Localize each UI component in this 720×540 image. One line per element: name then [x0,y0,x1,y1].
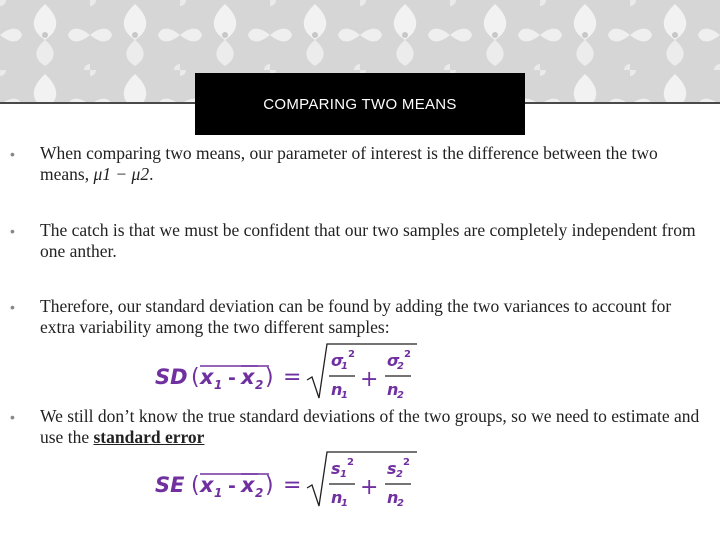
bullet-dot-icon: • [10,146,15,162]
se-formula [155,448,435,515]
xbar2: x [241,473,255,497]
xbar2-sub: 2 [255,486,264,500]
bullet-text-2: The catch is that we must be confident that our two samples are completely independent from one anther. [40,220,696,261]
bullet-1-text: When comparing two means, our parameter of interest is the difference between the two means, [40,143,658,184]
num1: s [331,459,341,478]
standard-error-term: standard error [93,427,205,447]
title-box [195,73,525,135]
plus-sign: + [360,367,379,392]
bullet-4-text: We still don’t know the true standard deviations of the two groups, so we need to estimate and use the [40,406,700,447]
open-paren: ( [191,473,200,498]
den2: n [387,380,399,399]
num1-exp: 2 [347,457,354,468]
num2: σ [387,351,400,370]
bullet-text-3: Therefore, our standard deviation can be found by adding the two variances to account for extra variability among the two different samples: [40,296,672,337]
sd-label: SD [155,365,188,389]
den1-sub: 1 [341,498,348,509]
den1-sub: 1 [341,390,348,401]
den2-sub: 2 [397,498,404,509]
num2-exp: 2 [403,457,410,468]
num2-exp: 2 [404,349,411,360]
num1-sub: 1 [341,361,348,372]
plus-sign: + [360,475,379,500]
bullet-dot-icon: • [10,409,15,425]
den1: n [331,488,343,507]
num1-exp: 2 [348,349,355,360]
num2: s [387,459,397,478]
den2: n [387,488,399,507]
num2-sub: 2 [397,361,404,372]
den1: n [331,380,343,399]
xbar2-sub: 2 [255,378,264,392]
bullet-dot-icon: • [10,299,15,315]
formula-dash: - [228,367,236,389]
num1-sub: 1 [340,469,347,480]
sd-formula [155,340,435,407]
num1: σ [331,351,344,370]
page-title: COMPARING TWO MEANS [263,95,457,113]
xbar2: x [241,365,255,389]
den2-sub: 2 [397,390,404,401]
formula-dash: - [228,475,236,497]
num2-sub: 2 [396,469,403,480]
equals-sign: = [283,473,302,498]
close-paren: ) [265,473,274,498]
bullet-text-1 [40,143,700,185]
bullet-1-tail: . [149,164,154,184]
open-paren: ( [191,365,200,390]
bullet-dot-icon: • [10,223,15,239]
xbar1-sub: 1 [214,486,223,500]
equals-sign: = [283,365,302,390]
xbar1: x [200,473,214,497]
se-label: SE [155,473,185,497]
bullet-text-4 [40,406,700,448]
xbar1-sub: 1 [214,378,223,392]
close-paren: ) [265,365,274,390]
xbar1: x [200,365,214,389]
mu-difference: μ1 − μ2 [93,164,150,184]
